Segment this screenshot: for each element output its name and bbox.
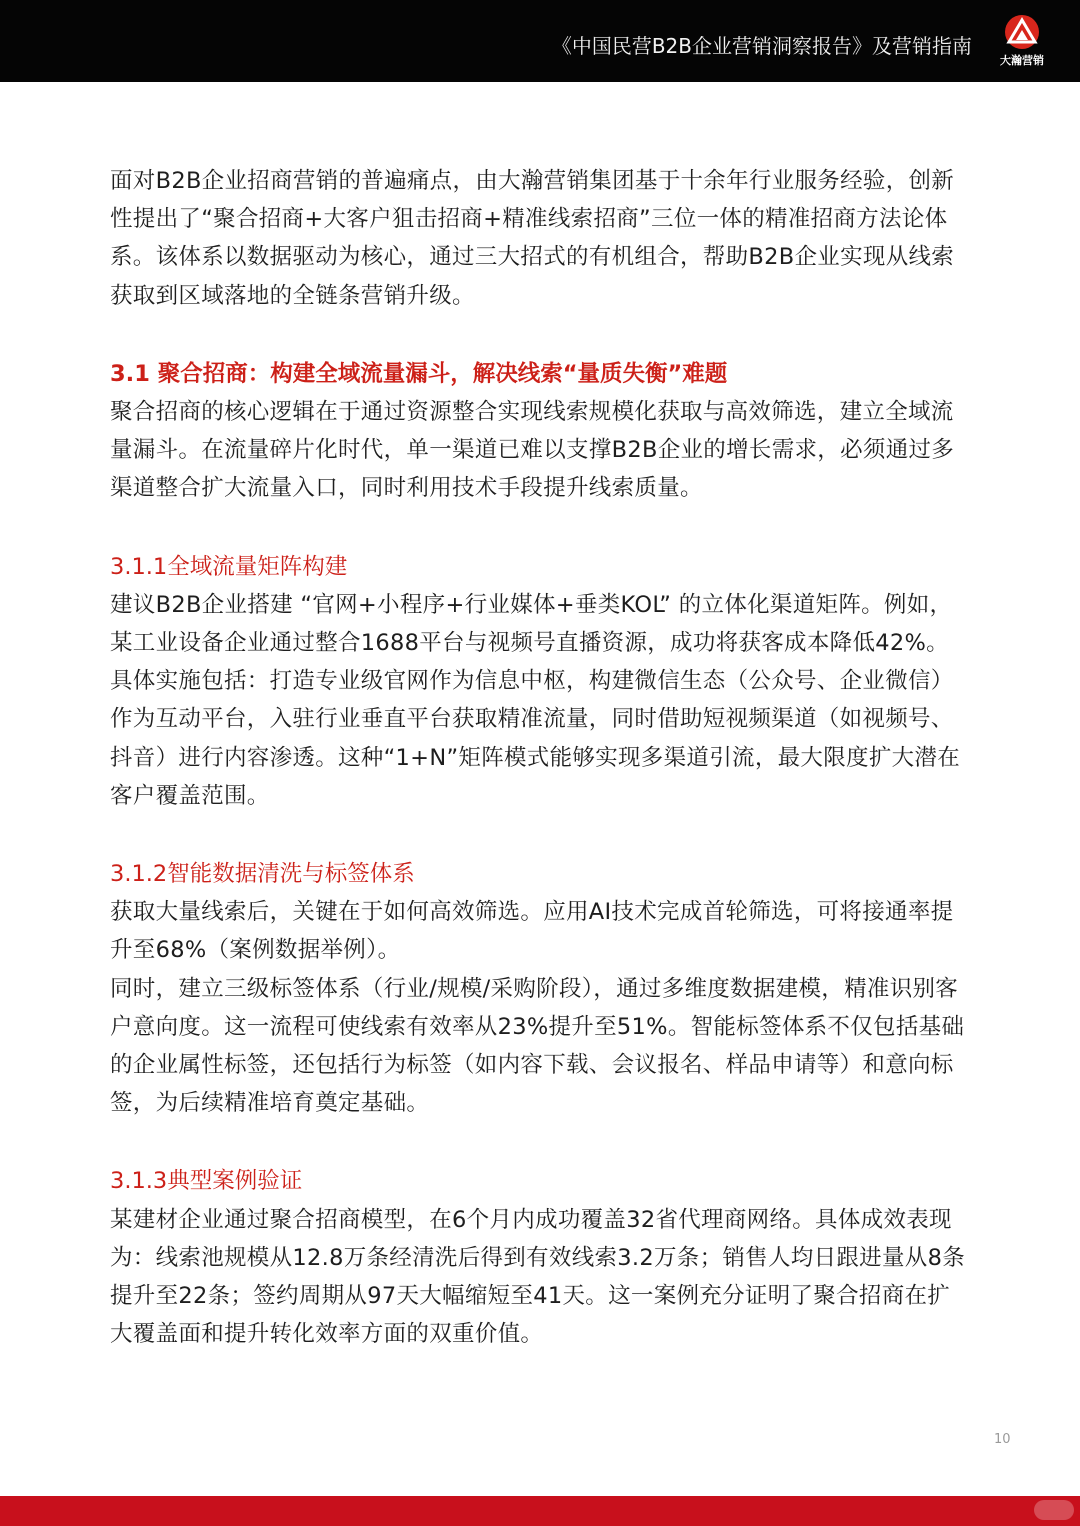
section-3-1-3-body: 某建材企业通过聚合招商模型，在6个月内成功覆盖32省代理商网络。具体成效表现为：线索池规模从12.8万条经清洗后得到有效线索3.2万条；销售人均日跟进量从8条提升至22条；签约周期从97天大幅缩短至41天。这一案例充分证明了聚合招商在扩大覆盖面和提升转化效率方面的双重价值。 xyxy=(110,1206,965,1348)
section-3-1-body: 聚合招商的核心逻辑在于通过资源整合实现线索规模化获取与高效筛选，建立全域流量漏斗。在流量碎片化时代，单一渠道已难以支撑B2B企业的增长需求，必须通过多渠道整合扩大流量入口，同时利用技术手段提升线索质量。 xyxy=(110,399,955,502)
watermark-badge xyxy=(1034,1500,1074,1520)
brand-logo xyxy=(994,14,1050,74)
section-3-1-1-body-1: 建议B2B企业搭建 “官网+小程序+行业媒体+垂类KOL” 的立体化渠道矩阵。例如，某工业设备企业通过整合1688平台与视频号直播资源，成功将获客成本降低42%。 xyxy=(110,591,953,657)
section-3-1-1-body-2: 具体实施包括：打造专业级官网作为信息中枢，构建微信生态（公众号、企业微信）作为互动平台，入驻行业垂直平台获取精准流量，同时借助短视频渠道（如视频号、抖音）进行内容渗透。这种“1+N”矩阵模式能够实现多渠道引流，最大限度扩大潜在客户覆盖范围。 xyxy=(110,668,961,809)
brand-name: 大瀚营销 xyxy=(1000,54,1044,67)
section-3-1-2-heading: 3.1.2智能数据清洗与标签体系 xyxy=(110,861,415,888)
section-3-1-heading: 3.1 聚合招商：构建全域流量漏斗，解决线索“量质失衡”难题 xyxy=(110,360,728,387)
page-number: 10 xyxy=(994,1432,1011,1447)
intro-paragraph: 面对B2B企业招商营销的普遍痛点，由大瀚营销集团基于十余年行业服务经验，创新性提出了“聚合招商+大客户狙击招商+精准线索招商”三位一体的精准招商方法论体系。该体系以数据驱动为核心，通过三大招式的有机组合，帮助B2B企业实现从线索获取到区域落地的全链条营销升级。 xyxy=(110,168,955,309)
main-content xyxy=(110,162,970,1353)
section-3-1-2-body-2: 同时，建立三级标签体系（行业/规模/采购阶段），通过多维度数据建模，精准识别客户意向度。这一流程可使线索有效率从23%提升至51%。智能标签体系不仅包括基础的企业属性标签，还包括行为标签（如内容下载、会议报名、样品申请等）和意向标签，为后续精准培育奠定基础。 xyxy=(110,975,965,1117)
header-bar xyxy=(0,0,1080,82)
section-3-1-3-heading: 3.1.3典型案例验证 xyxy=(110,1168,303,1195)
section-3-1-2-body-1: 获取大量线索后，关键在于如何高效筛选。应用AI技术完成首轮筛选，可将接通率提升至68%（案例数据举例）。 xyxy=(110,899,954,964)
triangle-logo-icon xyxy=(1002,14,1042,50)
footer-bar xyxy=(0,1496,1080,1526)
section-3-1-1-heading: 3.1.1全域流量矩阵构建 xyxy=(110,553,348,580)
report-title: 《中国民营B2B企业营销洞察报告》及营销指南 xyxy=(551,34,972,58)
